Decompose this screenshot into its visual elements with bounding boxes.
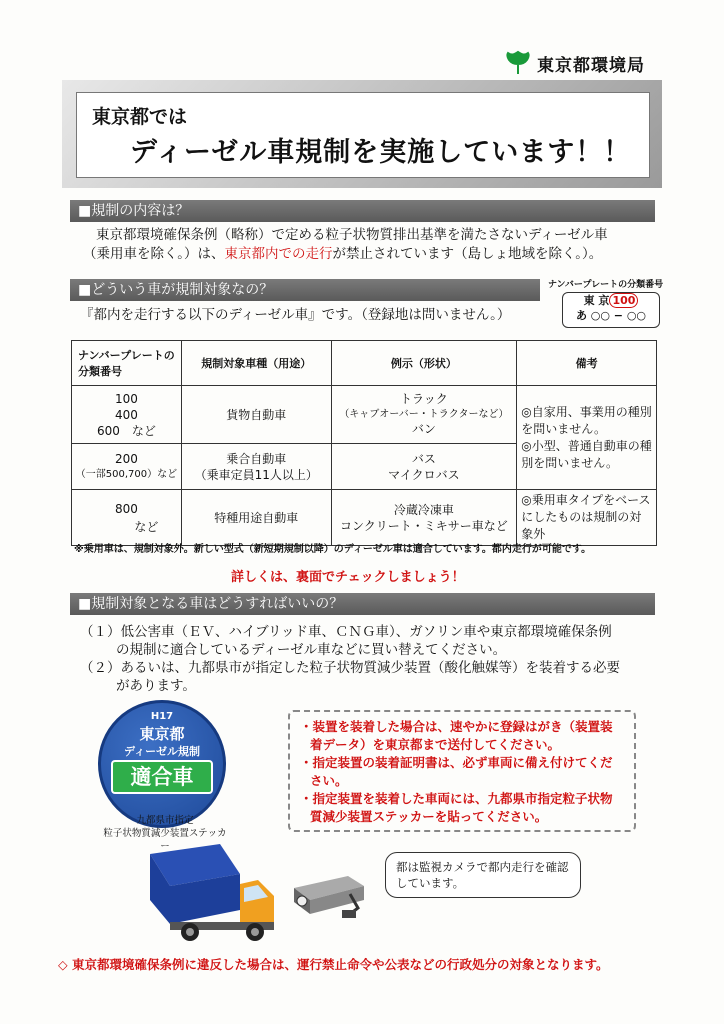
notice-item: ・装置を装着した場合は、速やかに登録はがき（装置装着データ）を東京都まで送付してください。: [300, 719, 613, 752]
regulation-text-b: が禁止されています（島しょ地域を除く。）。: [332, 246, 603, 262]
sticker-year: H17: [150, 711, 174, 722]
plate-code: 200: [114, 451, 138, 466]
regulation-text-line1: 東京都環境確保条例（略称）で定める粒子状物質排出基準を満たさないディーゼル車: [96, 227, 608, 243]
col-header-type: 規制対象車種（用途）: [181, 341, 331, 386]
example-text: トラック: [400, 392, 448, 406]
example-cell: [331, 490, 517, 546]
plate-code: など: [134, 519, 159, 534]
table-header-row: [72, 341, 657, 386]
plate-code: 400: [114, 407, 138, 422]
plate-code: 600 など: [96, 423, 156, 438]
section-heading-target: ■どういう車が規制対象なの？: [70, 279, 540, 301]
compliance-sticker: [98, 700, 226, 828]
target-lead-text: 『都内を走行する以下のディーゼル車』です。（登録地は問いません。）: [80, 307, 511, 323]
surveillance-camera-icon: [290, 872, 380, 922]
notice-item: ・指定装置を装着した車両には、九都県市指定粒子状物質減少装置ステッカーを貼ってください。: [300, 791, 613, 824]
col-header-plate: ナンバープレートの分類番号: [72, 341, 182, 386]
note-text: ◎小型、普通自動車の種別を問いません。: [521, 438, 652, 470]
plate-line2: あ ○○ − ○○: [575, 309, 647, 322]
plate-code-cell: [72, 444, 182, 490]
col-header-example: 例示（形状）: [331, 341, 517, 386]
plate-code: 800: [114, 501, 138, 516]
regulation-text-highlight: 東京都内での走行: [224, 246, 333, 262]
col-header-notes: 備考: [517, 341, 657, 386]
plate-code: （一部500,700）など: [75, 468, 178, 480]
example-text: 冷蔵冷凍車: [393, 502, 454, 517]
sticker-caption-line1: 九都県市指定: [136, 815, 194, 826]
notes-cell: [517, 386, 657, 490]
note-text: ◎自家用、事業用の種別を問いません。: [521, 404, 652, 436]
example-cell: [331, 386, 517, 444]
example-text: （キャブオーバー・トラクターなど）: [339, 409, 509, 420]
sticker-badge: 適合車: [111, 760, 213, 794]
truck-icon: [140, 844, 280, 944]
example-text: コンクリート・ミキサー車など: [340, 518, 508, 533]
plate-code-cell: [72, 386, 182, 444]
sticker-org: 東京都: [139, 725, 185, 743]
regulation-table: [71, 340, 657, 546]
number-plate-sample: [562, 292, 660, 328]
vehicle-type-cell: [181, 444, 331, 490]
org-name: 東京都環境局: [537, 55, 645, 76]
section-heading-action: ■規制対象となる車はどうすればいいの？: [70, 593, 655, 615]
notes-cell: ◎乗用車タイプをベースにしたものは規制の対象外: [517, 490, 657, 546]
action-item2-line1: （２）あるいは、九都県市が指定した粒子状物質減少装置（酸化触媒等）を装着する必要: [80, 660, 620, 676]
action-item2-line2: があります。: [116, 678, 196, 694]
example-cell: [331, 444, 517, 490]
vehicle-type: 乗合自動車: [226, 451, 287, 466]
example-text: マイクロバス: [388, 467, 460, 482]
regulation-text-a: （乗用車を除く。）は、: [83, 246, 225, 262]
plate-caption: ナンバープレートの分類番号: [548, 280, 664, 290]
table-row: [72, 490, 657, 546]
example-text: バン: [411, 422, 436, 436]
ginkgo-leaf-icon: [505, 50, 531, 76]
plate-class-number: 100: [609, 293, 638, 308]
notice-item: ・指定装置の装着証明書は、必ず車両に備え付けてください。: [300, 755, 613, 788]
section-heading-regulation: ■規制の内容は？: [70, 200, 655, 222]
action-item1-line2: の規制に適合しているディーゼル車などに買い替えてください。: [116, 642, 507, 658]
vehicle-type-cell: 貨物自動車: [181, 386, 331, 444]
page-title-line2: ディーゼル車規制を実施しています！！: [130, 137, 632, 168]
sticker-reg: ディーゼル規制: [124, 745, 200, 758]
violation-warning: ◇ 東京都環境確保条例に違反した場合は、運行禁止命令や公表などの行政処分の対象となります。: [58, 957, 609, 972]
sticker-caption-line2: 粒子状物質減少装置ステッカー: [103, 828, 227, 852]
action-item1-line1: （１）低公害車（ＥＶ、ハイブリッド車、ＣＮＧ車）、ガソリン車や東京都環境確保条例: [80, 624, 612, 640]
plate-code: 100: [114, 391, 138, 406]
see-back-note: 詳しくは、裏面でチェックしましょう！: [231, 570, 465, 585]
page-title-line1: 東京都では: [92, 106, 188, 128]
camera-speech-bubble: 都は監視カメラで都内走行を確認しています。: [385, 852, 581, 898]
header-logo: [505, 50, 645, 76]
table-row: [72, 386, 657, 444]
regulation-text-line2: [83, 245, 602, 264]
vehicle-type-cell: 特種用途自動車: [181, 490, 331, 546]
plate-code-cell: [72, 490, 182, 546]
example-text: バス: [411, 451, 436, 466]
plate-area: 東 京: [583, 294, 610, 307]
device-notice-box: [288, 710, 636, 832]
vehicle-type: （乗車定員11人以上）: [194, 467, 318, 482]
table-footnote: ※乗用車は、規制対象外。新しい型式（新短期規制以降）のディーゼル車は適合しています。都内走行が可能です。: [74, 544, 592, 555]
